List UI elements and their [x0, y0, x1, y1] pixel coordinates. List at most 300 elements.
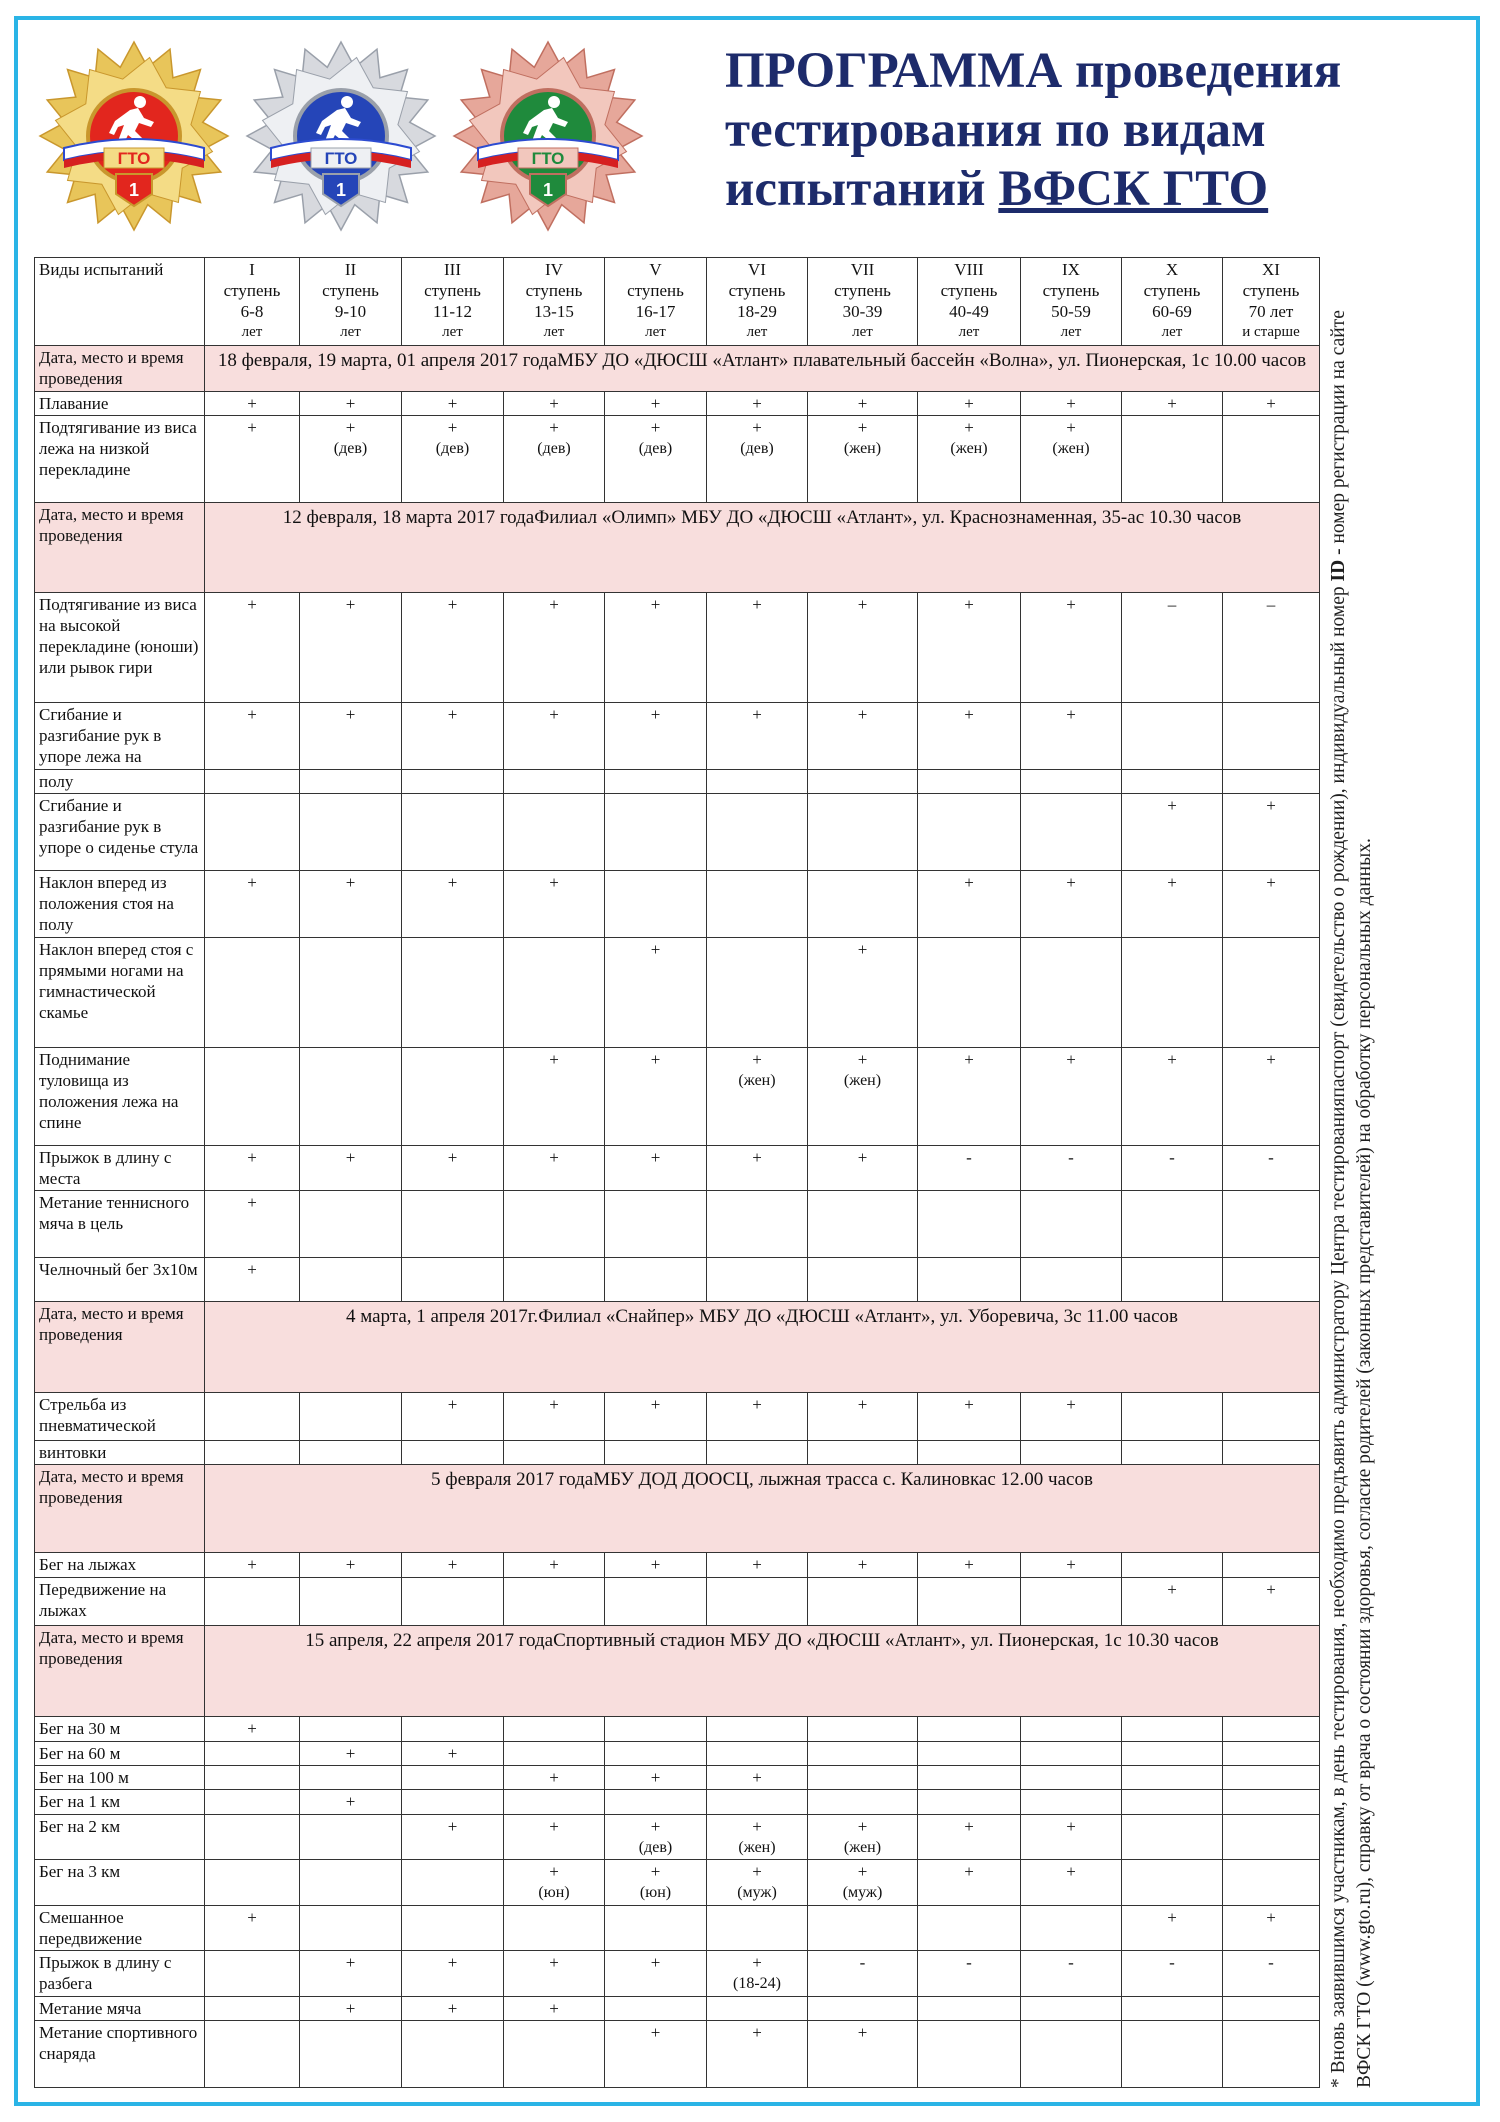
mark: +: [345, 1743, 356, 1763]
stage-cell: [918, 1441, 1021, 1465]
mark: +: [247, 1907, 257, 1927]
page-title: [725, 42, 1445, 219]
test-row: [35, 871, 1320, 938]
stage-cell: [918, 1996, 1021, 2020]
schedule-line: Спортивный стадион МБУ ДО «ДЮСШ «Атлант», ул. Пионерская, 1: [553, 1630, 1114, 1652]
badge-text: ГТО: [324, 149, 358, 168]
gto-gold-badge-icon: [34, 40, 234, 250]
stage-cell: [402, 770, 504, 794]
stage-unit: лет: [1060, 324, 1082, 340]
stage-cell: [1021, 592, 1122, 702]
stage-roman: IX: [1062, 260, 1080, 279]
test-name: Смешанное передвижение: [35, 1905, 205, 1951]
test-row: [35, 1145, 1320, 1191]
stage-cell: [1122, 1951, 1223, 1997]
badge-number: 1: [128, 180, 140, 200]
stage-cell: [808, 1553, 918, 1577]
stage-cell: [1021, 1441, 1122, 1465]
stage-cell: [808, 1257, 918, 1302]
mark: +: [447, 594, 458, 614]
stage-cell: [707, 1951, 808, 1997]
stage-age: 30-39: [842, 302, 883, 321]
stage-cell: [1021, 1996, 1122, 2020]
stage-cell: [1122, 871, 1223, 938]
schedule-venue: [205, 502, 1320, 592]
mark: +: [1167, 796, 1177, 816]
stage-cell: [1122, 1790, 1223, 1814]
title-line-1: ПРОГРАММА проведения: [725, 43, 1342, 99]
stage-cell: [605, 1741, 707, 1765]
stage-header: [1021, 258, 1122, 346]
schedule-line: Филиал «Снайпер» МБУ ДО «ДЮСШ «Атлант», ул. Уборевича, 3: [538, 1306, 1074, 1328]
schedule-line: 18 февраля, 19 марта, 01 апреля 2017 года: [217, 350, 558, 372]
gto-bronze-badge-icon: [448, 40, 648, 250]
stage-cell: [918, 1577, 1021, 1626]
mark: +: [650, 1147, 661, 1167]
stage-cell: [707, 592, 808, 702]
test-row: [35, 2020, 1320, 2087]
info-label: Дата, место и время проведения: [35, 1465, 205, 1553]
stage-cell: [918, 1392, 1021, 1441]
mark: +: [247, 1555, 257, 1575]
mark-note: (жен): [950, 439, 988, 457]
stage-cell: [605, 1765, 707, 1789]
stage-cell: [504, 938, 605, 1048]
stage-cell: [1223, 1860, 1320, 1906]
stage-cell: [300, 1996, 402, 2020]
stage-word: ступень: [1143, 281, 1201, 300]
info-label: Дата, место и время проведения: [35, 1626, 205, 1717]
stage-cell: [1223, 1717, 1320, 1741]
stage-cell: [918, 1145, 1021, 1191]
footnote: [1326, 258, 1412, 2088]
schedule-row: [35, 1465, 1320, 1553]
mark: +: [247, 705, 257, 725]
stage-roman: XI: [1262, 260, 1280, 279]
stage-cell: [205, 1191, 300, 1258]
mark: +: [752, 1394, 762, 1414]
stage-roman: II: [344, 260, 357, 279]
test-row: [35, 794, 1320, 871]
stage-cell: [1223, 770, 1320, 794]
schedule-row: [35, 346, 1320, 392]
stage-cell: [605, 592, 707, 702]
stage-cell: [605, 1392, 707, 1441]
mark: +: [1266, 1050, 1276, 1070]
test-row: [35, 1905, 1320, 1951]
mark: +: [549, 1816, 559, 1836]
mark: +: [549, 1862, 559, 1882]
stage-cell: [504, 1765, 605, 1789]
mark: +: [447, 1394, 458, 1414]
stage-cell: [504, 2020, 605, 2087]
test-name: винтовки: [35, 1441, 205, 1465]
stage-cell: [918, 794, 1021, 871]
mark: +: [650, 705, 661, 725]
stage-cell: [300, 2020, 402, 2087]
stage-cell: [1122, 1257, 1223, 1302]
mark: +: [247, 1719, 257, 1739]
mark: +: [857, 2022, 868, 2042]
schedule-line: с 10.00 часов: [1200, 350, 1307, 372]
test-name: Бег на 100 м: [35, 1765, 205, 1789]
stage-roman: VII: [850, 260, 875, 279]
mark: +: [549, 417, 559, 437]
stage-cell: [504, 1257, 605, 1302]
stage-cell: [300, 1577, 402, 1626]
stage-cell: [605, 1191, 707, 1258]
test-row: [35, 1191, 1320, 1258]
stage-cell: [808, 592, 918, 702]
stage-cell: [707, 1145, 808, 1191]
stage-cell: [1122, 770, 1223, 794]
info-label: Дата, место и время проведения: [35, 1302, 205, 1392]
mark: +: [549, 1555, 559, 1575]
stage-cell: [504, 1717, 605, 1741]
mark: +: [752, 393, 762, 413]
stage-cell: [1021, 2020, 1122, 2087]
stage-cell: [808, 1765, 918, 1789]
header-label: Виды испытаний: [35, 258, 205, 346]
mark: +: [964, 594, 974, 614]
mark: +: [247, 1259, 257, 1279]
mark: +: [650, 393, 661, 413]
mark: +: [345, 873, 356, 893]
mark: +: [345, 417, 356, 437]
mark: +: [1266, 1579, 1276, 1599]
test-name: Сгибание и разгибание рук в упоре лежа на: [35, 703, 205, 770]
stage-cell: [707, 1765, 808, 1789]
stage-header: [300, 258, 402, 346]
mark: –: [1266, 594, 1276, 614]
mark: +: [857, 393, 868, 413]
stage-cell: [205, 1717, 300, 1741]
mark: +: [447, 1555, 458, 1575]
mark: +: [752, 705, 762, 725]
stage-cell: [1021, 1790, 1122, 1814]
schedule-venue: [205, 346, 1320, 392]
stage-cell: [1223, 1765, 1320, 1789]
stage-cell: [605, 1996, 707, 2020]
stage-cell: [808, 1814, 918, 1860]
footnote-id: ID: [1328, 559, 1349, 582]
stage-cell: [918, 1814, 1021, 1860]
stage-cell: [1223, 1996, 1320, 2020]
stage-cell: [605, 1577, 707, 1626]
stage-age: 50-59: [1051, 302, 1091, 321]
stage-roman: V: [649, 260, 662, 279]
mark: +: [1167, 393, 1177, 413]
mark: +: [549, 873, 559, 893]
stage-cell: [205, 415, 300, 502]
mark: +: [650, 1555, 661, 1575]
stage-cell: [1223, 703, 1320, 770]
test-row: [35, 1860, 1320, 1906]
stage-cell: [918, 871, 1021, 938]
test-row: [35, 1996, 1320, 2020]
stage-cell: [808, 770, 918, 794]
stage-cell: [1223, 1553, 1320, 1577]
stage-cell: [300, 770, 402, 794]
stage-cell: [300, 1441, 402, 1465]
stage-cell: [205, 770, 300, 794]
stage-cell: [402, 2020, 504, 2087]
mark-note: (дев): [740, 439, 774, 457]
badge-text: ГТО: [531, 149, 565, 168]
mark: +: [964, 873, 974, 893]
stage-cell: [300, 1814, 402, 1860]
stage-cell: [1223, 871, 1320, 938]
mark: +: [752, 1050, 762, 1070]
mark: +: [447, 873, 458, 893]
mark: +: [549, 1147, 559, 1167]
test-row: [35, 415, 1320, 502]
stage-cell: [504, 1392, 605, 1441]
test-name: Бег на 3 км: [35, 1860, 205, 1906]
stage-cell: [504, 415, 605, 502]
stage-cell: [918, 1741, 1021, 1765]
stage-cell: [1021, 1905, 1122, 1951]
stage-cell: [605, 1145, 707, 1191]
test-row: [35, 1741, 1320, 1765]
stage-cell: [918, 1553, 1021, 1577]
stage-header: [1122, 258, 1223, 346]
stage-cell: [707, 1790, 808, 1814]
test-row: [35, 1441, 1320, 1465]
test-row: [35, 1577, 1320, 1626]
stage-cell: [402, 1905, 504, 1951]
test-row: [35, 770, 1320, 794]
mark: +: [964, 417, 974, 437]
mark: +: [549, 1050, 559, 1070]
stage-cell: [1122, 1717, 1223, 1741]
stage-age: 40-49: [949, 302, 989, 321]
stage-cell: [205, 2020, 300, 2087]
mark-note: (жен): [843, 1072, 882, 1090]
schedule-row: [35, 502, 1320, 592]
stage-cell: [1021, 1257, 1122, 1302]
stage-cell: [808, 2020, 918, 2087]
stage-cell: [918, 1765, 1021, 1789]
stage-cell: [918, 1790, 1021, 1814]
stage-cell: [504, 1191, 605, 1258]
stage-cell: [918, 1048, 1021, 1145]
schedule-line: 15 апреля, 22 апреля 2017 года: [305, 1630, 554, 1652]
stage-roman: III: [444, 260, 461, 279]
mark-note: (жен): [843, 1838, 882, 1856]
stage-cell: [605, 938, 707, 1048]
stage-cell: [300, 703, 402, 770]
test-row: [35, 1553, 1320, 1577]
stage-cell: [808, 391, 918, 415]
mark: +: [447, 1743, 458, 1763]
mark: +: [447, 705, 458, 725]
stage-age: 60-69: [1152, 302, 1192, 321]
stage-cell: [205, 703, 300, 770]
stage-cell: [1122, 592, 1223, 702]
mark-note: (жен): [738, 1838, 776, 1856]
stage-cell: [1122, 415, 1223, 502]
schedule-line: 5 февраля 2017 года: [431, 1469, 594, 1491]
stage-age: 11-12: [432, 302, 473, 321]
stage-cell: [402, 1257, 504, 1302]
stage-cell: [1223, 1392, 1320, 1441]
test-name: Метание спортивного снаряда: [35, 2020, 205, 2087]
mark: +: [964, 705, 974, 725]
mark: +: [650, 940, 661, 960]
stage-cell: [808, 938, 918, 1048]
gto-badges: [34, 40, 649, 250]
stage-cell: [504, 1860, 605, 1906]
stage-cell: [300, 1741, 402, 1765]
stage-cell: [918, 1860, 1021, 1906]
stage-cell: [1021, 1048, 1122, 1145]
stage-word: ступень: [627, 281, 684, 300]
mark: +: [857, 1862, 868, 1882]
mark: +: [247, 594, 257, 614]
stage-cell: [205, 1765, 300, 1789]
mark-note: (муж): [842, 1884, 883, 1902]
mark-note: (жен): [738, 1072, 776, 1090]
stage-cell: [402, 391, 504, 415]
mark: +: [964, 393, 974, 413]
stage-roman: X: [1165, 260, 1179, 279]
stage-cell: [504, 1553, 605, 1577]
mark-note: (дев): [638, 1838, 673, 1856]
mark: +: [247, 1147, 257, 1167]
stage-unit: лет: [958, 324, 980, 340]
stage-cell: [402, 1048, 504, 1145]
mark: +: [447, 1147, 458, 1167]
stage-cell: [1223, 592, 1320, 702]
footnote-part-2: - номер регистрации на сайте ВФСК ГТО (www.gto.ru), справку от врача о состоянии здоровья, согласие родителей (законных представителей) на обработку персональных данных.: [1328, 310, 1375, 2088]
stage-cell: [402, 794, 504, 871]
stage-cell: [1021, 1860, 1122, 1906]
mark: +: [1066, 393, 1076, 413]
stage-cell: [918, 703, 1021, 770]
stage-roman: VI: [748, 260, 766, 279]
stage-header: [1223, 258, 1320, 346]
mark: +: [1066, 1816, 1076, 1836]
stage-cell: [1021, 1814, 1122, 1860]
stage-cell: [605, 1553, 707, 1577]
info-label: Дата, место и время проведения: [35, 502, 205, 592]
stage-word: ступень: [940, 281, 998, 300]
stage-cell: [205, 1790, 300, 1814]
schedule-line: 12 февраля, 18 марта 2017 года: [282, 506, 535, 528]
mark: +: [1066, 1050, 1076, 1070]
stage-cell: [1122, 391, 1223, 415]
stage-cell: [504, 1905, 605, 1951]
mark: +: [857, 940, 868, 960]
mark-note: (дев): [435, 439, 470, 457]
program-table: [34, 257, 1320, 2088]
stage-cell: [205, 1905, 300, 1951]
test-name: Поднимание туловища из положения лежа на спине: [35, 1048, 205, 1145]
stage-cell: [1021, 391, 1122, 415]
stage-cell: [504, 1441, 605, 1465]
mark: +: [650, 417, 661, 437]
title-line-3-underlined: ВФСК ГТО: [998, 161, 1269, 217]
stage-cell: [1122, 1741, 1223, 1765]
title-line-3-text: испытаний: [725, 161, 986, 217]
stage-cell: [402, 1441, 504, 1465]
mark: +: [1066, 1862, 1076, 1882]
stage-cell: [605, 1441, 707, 1465]
mark: +: [650, 1394, 661, 1414]
stage-cell: [808, 1191, 918, 1258]
stage-age: 6-8: [240, 302, 264, 321]
test-name: Бег на 30 м: [35, 1717, 205, 1741]
stage-roman: VIII: [954, 260, 984, 279]
stage-unit: лет: [543, 324, 565, 340]
mark: +: [345, 1998, 356, 2018]
stage-cell: [504, 1951, 605, 1997]
stage-cell: [707, 794, 808, 871]
stage-cell: [1122, 2020, 1223, 2087]
mark: -: [1068, 1147, 1074, 1167]
stage-cell: [1223, 391, 1320, 415]
stage-cell: [1021, 415, 1122, 502]
stage-cell: [205, 794, 300, 871]
stage-cell: [205, 1257, 300, 1302]
stage-header: [205, 258, 300, 346]
test-row: [35, 391, 1320, 415]
mark: +: [1066, 873, 1076, 893]
stage-cell: [605, 703, 707, 770]
test-row: [35, 1392, 1320, 1441]
mark-note: (18-24): [733, 1975, 781, 1993]
stage-cell: [504, 391, 605, 415]
stage-cell: [605, 794, 707, 871]
stage-cell: [504, 1145, 605, 1191]
stage-cell: [1223, 1905, 1320, 1951]
mark: +: [857, 417, 868, 437]
stage-unit: лет: [1161, 324, 1183, 340]
stage-cell: [1021, 703, 1122, 770]
mark: +: [549, 393, 559, 413]
stage-cell: [205, 391, 300, 415]
stage-cell: [205, 1441, 300, 1465]
stage-cell: [402, 1996, 504, 2020]
stage-cell: [1122, 1441, 1223, 1465]
mark: +: [549, 594, 559, 614]
test-row: [35, 592, 1320, 702]
stage-cell: [1223, 1814, 1320, 1860]
mark: +: [752, 594, 762, 614]
test-name: Стрельба из пневматической: [35, 1392, 205, 1441]
stage-cell: [1122, 794, 1223, 871]
stage-cell: [504, 770, 605, 794]
stage-cell: [808, 1790, 918, 1814]
mark: +: [345, 594, 356, 614]
stage-cell: [605, 1048, 707, 1145]
stage-cell: [205, 1814, 300, 1860]
stage-cell: [605, 1951, 707, 1997]
stage-cell: [808, 1741, 918, 1765]
stage-cell: [1223, 1257, 1320, 1302]
mark: -: [966, 1147, 972, 1167]
test-name: Бег на лыжах: [35, 1553, 205, 1577]
stage-word: ступень: [525, 281, 583, 300]
stage-cell: [1122, 1765, 1223, 1789]
stage-cell: [707, 703, 808, 770]
stage-cell: [707, 1553, 808, 1577]
mark: +: [447, 393, 458, 413]
stage-cell: [707, 871, 808, 938]
stage-cell: [300, 1717, 402, 1741]
test-name: Передвижение на лыжах: [35, 1577, 205, 1626]
